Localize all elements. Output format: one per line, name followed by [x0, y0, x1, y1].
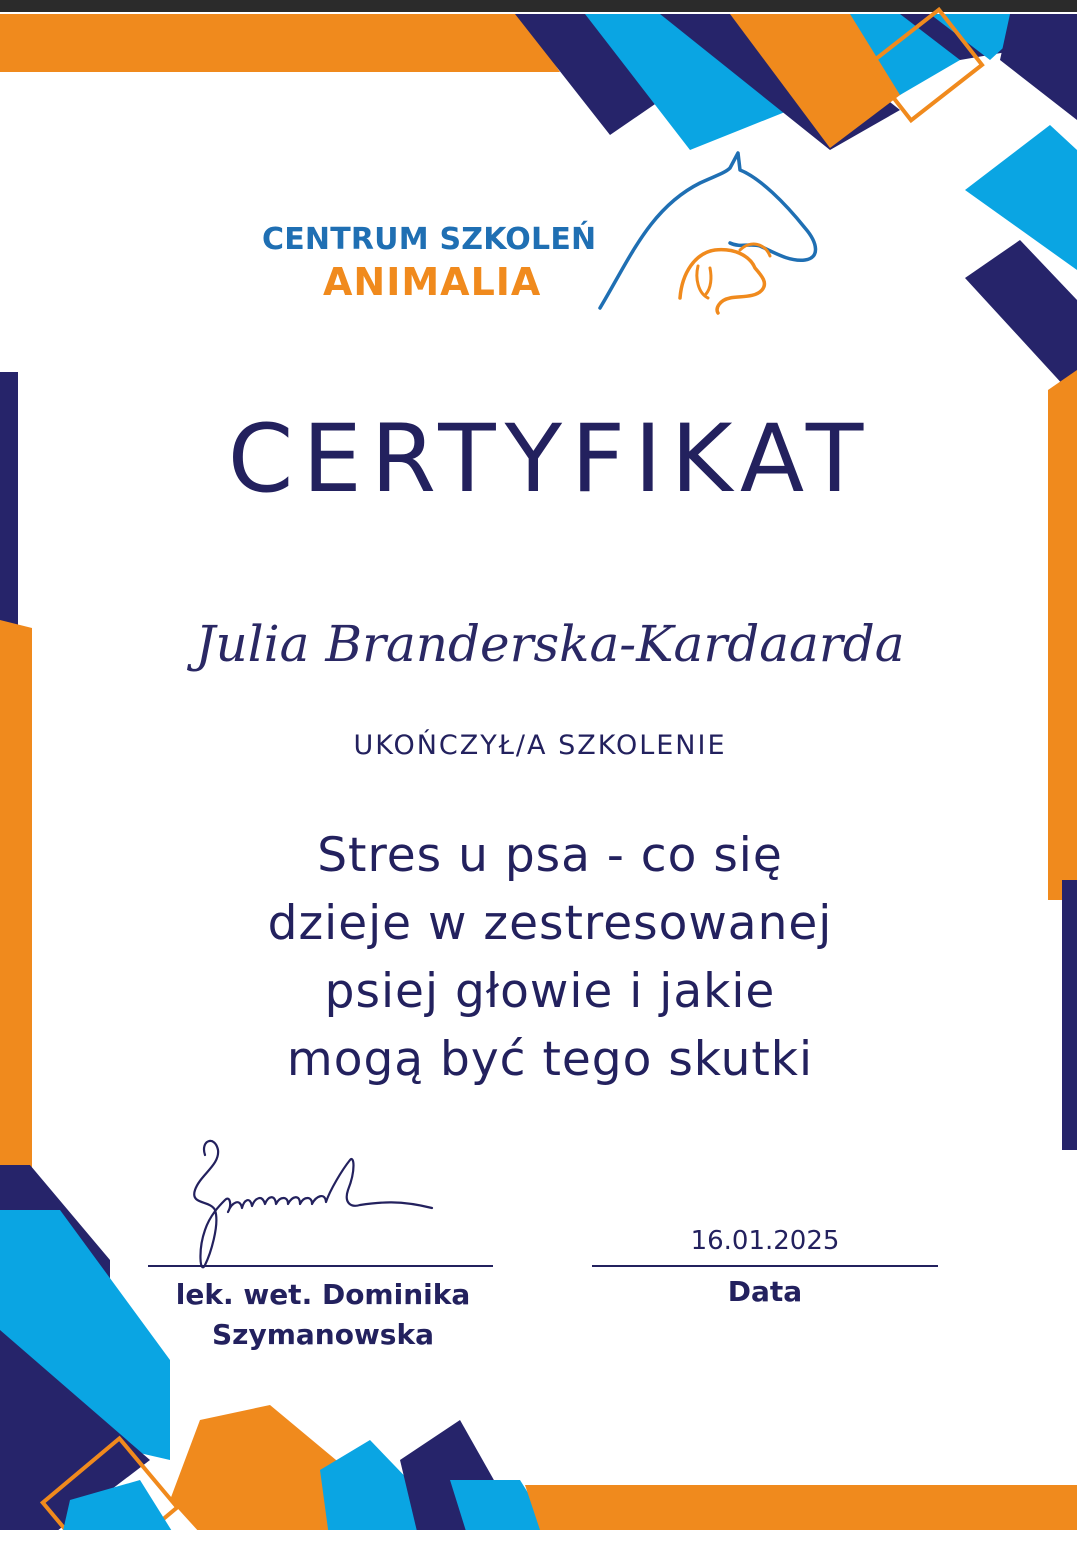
course-title-line: psiej głowie i jakie: [324, 964, 776, 1019]
date-label: Data: [727, 1275, 803, 1308]
certificate-title: CERTYFIKAT: [227, 405, 873, 514]
date-line: [592, 1265, 938, 1267]
logo-text-line2: ANIMALIA: [323, 260, 542, 304]
completed-training-label: UKOŃCZYŁ/A SZKOLENIE: [353, 730, 727, 761]
course-title: [150, 822, 950, 1094]
course-title-line: Stres u psa - co się: [317, 828, 783, 883]
date-value: 16.01.2025: [690, 1226, 840, 1256]
signer-name-line: lek. wet. Dominika: [175, 1278, 471, 1311]
horse-and-dog-head-icon: [590, 148, 830, 318]
handwritten-signature: [170, 1130, 440, 1280]
recipient-name: Julia Branderska-Kardaarda: [195, 615, 905, 673]
signer-name: [148, 1275, 498, 1355]
signer-name-line: Szymanowska: [211, 1318, 434, 1351]
signature-line: [148, 1265, 493, 1267]
course-title-line: mogą być tego skutki: [286, 1032, 814, 1087]
logo-text-line1: CENTRUM SZKOLEŃ: [262, 222, 597, 257]
course-title-line: dzieje w zestresowanej: [267, 896, 833, 951]
